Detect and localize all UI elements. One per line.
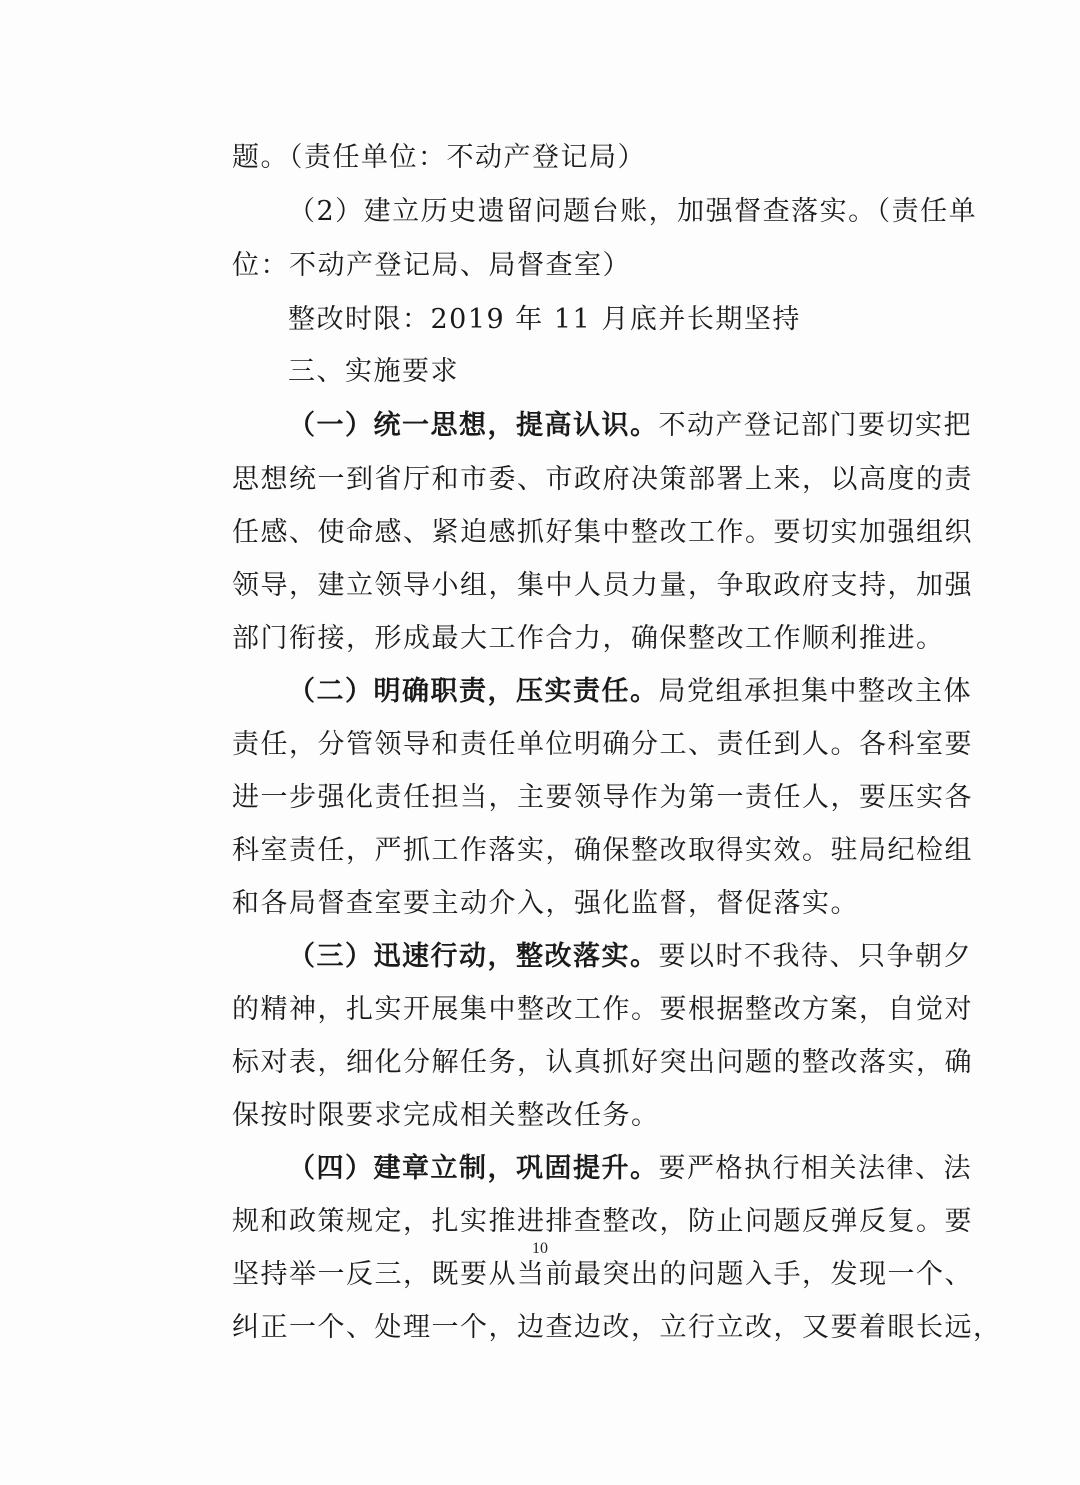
line-text: 保按时限要求完成相关整改任务。 (232, 1100, 660, 1131)
line-text: 思想统一到省厅和市委、市政府决策部署上来，以高度的责 (232, 464, 973, 495)
paragraph-heading: （三）迅速行动，整改落实。 (288, 941, 659, 972)
text-line (232, 990, 973, 1030)
paragraph-heading: （一）统一思想，提高认识。 (288, 410, 659, 441)
page-number: 10 (532, 1240, 548, 1257)
text-line (232, 566, 973, 606)
line-text: 领导，建立领导小组，集中人员力量，争取政府支持，加强 (232, 570, 973, 601)
line-text: 不动产登记部门要切实把 (658, 410, 972, 441)
line-text: 位：不动产登记局、局督查室） (232, 250, 631, 281)
line-text: 要以时不我待、只争朝夕 (658, 941, 972, 972)
line-text: 纠正一个、处理一个，边查边改，立行立改，又要着眼长远， (232, 1312, 1002, 1343)
section-heading (288, 352, 459, 392)
text-line (232, 1202, 973, 1242)
line-text: 部门衔接，形成最大工作合力，确保整改工作顺利推进。 (232, 623, 945, 654)
line-text: 进一步强化责任担当，主要领导作为第一责任人，要压实各 (232, 782, 973, 813)
text-line (232, 778, 973, 818)
line-text: 整改时限：2019 年 11 月底并长期坚持 (288, 304, 801, 335)
text-line (232, 619, 945, 659)
paragraph-heading-line (288, 406, 972, 446)
paragraph-heading: （四）建章立制，巩固提升。 (288, 1153, 659, 1184)
text-line (232, 1255, 973, 1295)
text-line (232, 884, 859, 924)
text-line (288, 192, 978, 232)
text-line (232, 1043, 973, 1083)
text-line (232, 1308, 1002, 1348)
text-line (232, 513, 973, 553)
line-text: 标对表，细化分解任务，认真抓好突出问题的整改落实，确 (232, 1047, 973, 1078)
text-line (232, 1096, 660, 1136)
line-text: 要严格执行相关法律、法 (658, 1153, 972, 1184)
line-text: 任感、使命感、紧迫感抓好集中整改工作。要切实加强组织 (232, 517, 973, 548)
line-text: （2）建立历史遗留问题台账，加强督查落实。（责任单 (288, 196, 978, 227)
line-text: 的精神，扎实开展集中整改工作。要根据整改方案，自觉对 (232, 994, 973, 1025)
line-text: 局党组承担集中整改主体 (658, 676, 972, 707)
line-text: 责任，分管领导和责任单位明确分工、责任到人。各科室要 (232, 729, 973, 760)
heading-text: 三、实施要求 (288, 356, 459, 387)
text-line (232, 460, 973, 500)
line-text: 题。（责任单位：不动产登记局） (232, 142, 646, 173)
text-line (232, 725, 973, 765)
text-line (232, 246, 631, 286)
line-text: 和各局督查室要主动介入，强化监督，督促落实。 (232, 888, 859, 919)
line-text: 规和政策规定，扎实推进排查整改，防止问题反弹反复。要 (232, 1206, 973, 1237)
text-line (232, 831, 973, 871)
line-text: 科室责任，严抓工作落实，确保整改取得实效。驻局纪检组 (232, 835, 973, 866)
deadline-line (288, 300, 801, 340)
paragraph-heading: （二）明确职责，压实责任。 (288, 676, 659, 707)
text-line (232, 138, 646, 178)
paragraph-heading-line (288, 1149, 972, 1189)
line-text: 坚持举一反三，既要从当前最突出的问题入手，发现一个、 (232, 1259, 973, 1290)
paragraph-heading-line (288, 937, 972, 977)
paragraph-heading-line (288, 672, 972, 712)
